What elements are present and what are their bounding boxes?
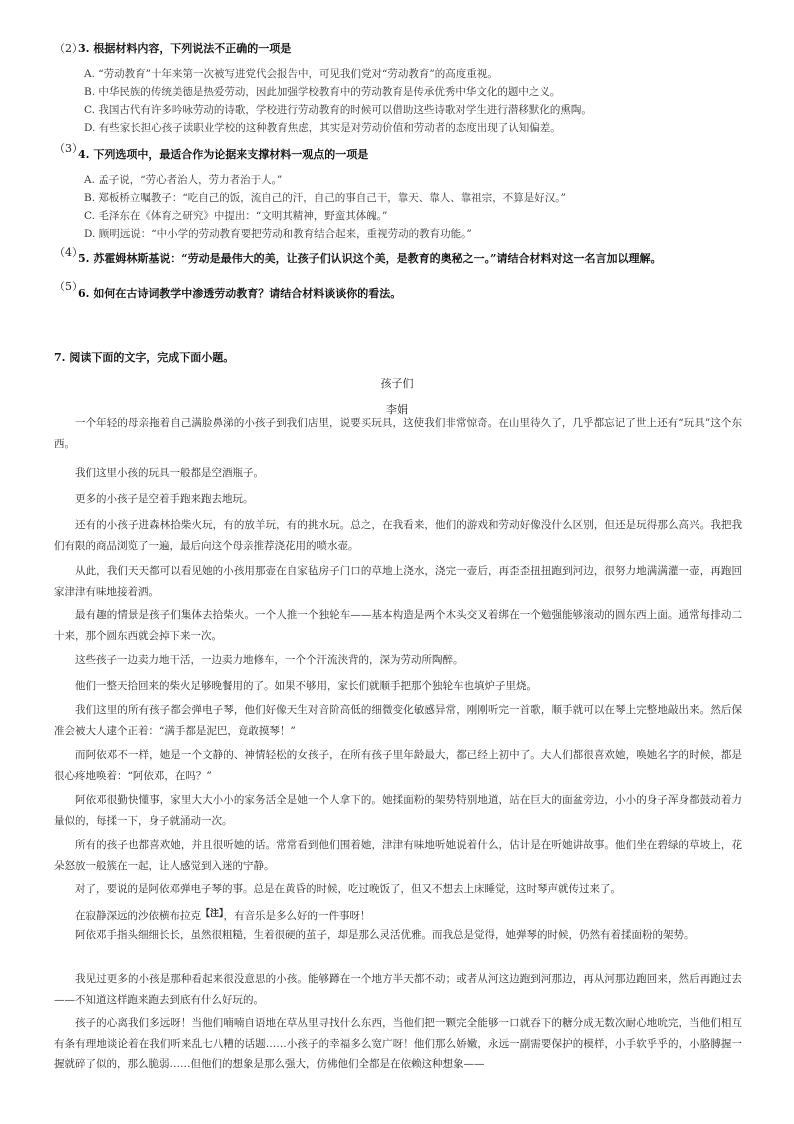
paragraph: 对了，要说的是阿依邓弹电子琴的事。总是在黄昏的时候，吃过晚饭了，但又不想去上床睡觉，这时琴声就传过来了。 <box>75 883 621 895</box>
note-marker[interactable]: 【注】 <box>201 909 224 919</box>
question-title: 5. 苏霍姆林斯基说：“劳动是最伟大的美，让孩子们认识这个美，是教育的奥秘之一。”请结合材料对这一名言加以理解。 <box>78 252 662 265</box>
option-d: D. 有些家长担心孩子读职业学校的这种教育焦虑，其实是对劳动价值和劳动者的态度出现了认知偏差。 <box>84 122 561 134</box>
option-a: A. 孟子说，“劳心者治人，劳力者治于人。” <box>84 174 283 186</box>
paragraph: 更多的小孩子是空着手跑来跑去地玩。 <box>75 493 254 505</box>
paragraph-with-note <box>54 904 742 927</box>
paragraph: 他们一整天拾回来的柴火足够晚餐用的了。如果不够用，家长们就顺手把那个独轮车也填炉子里烧。 <box>75 680 537 692</box>
question-title: 6. 如何在古诗词教学中渗透劳动教育？请结合材料谈谈你的看法。 <box>78 287 402 300</box>
article-title: 孩子们 <box>380 377 414 390</box>
article-author: 李娟 <box>386 403 408 416</box>
question-number: （5） <box>54 280 83 293</box>
paragraph: 我们这里小孩的玩具一般都是空酒瓶子。 <box>75 467 264 479</box>
option-d: D. 顾明远说：“中小学的劳动教育要把劳动和教育结合起来，重视劳动的教育功能。” <box>84 228 472 240</box>
section-heading: 7. 阅读下面的文字，完成下面小题。 <box>54 351 235 364</box>
paragraph: 我们这里的所有孩子都会弹电子琴，他们好像天生对音阶高低的细微变化敏感异常，刚刚听完一首歌，顺手就可以在琴上完整地敲出来。然后保准会被大人逮个正着：“满手都是泥巴，竟敢摸琴！” <box>54 704 742 737</box>
paragraph: 我见过更多的小孩是那种看起来很没意思的小孩。能够蹲在一个地方半天都不动；或者从河这边跑到河那边，再从河那边跑回来，然后再跑过去——不知道这样跑来跑去到底有什么好玩的。 <box>54 973 742 1006</box>
question-number: （4） <box>54 246 83 259</box>
paragraph: 这些孩子一边卖力地干活，一边卖力地修车，一个个汗流浃背的，深为劳动所陶醉。 <box>75 654 464 666</box>
paragraph: 阿依邓很勤快懂事，家里大大小小的家务活全是她一个人拿下的。她揉面粉的架势特别地道，站在巨大的面盆旁边，小小的身子浑身都鼓动着力量似的，每揉一下，身子就涌动一次。 <box>54 794 742 827</box>
question-title: 3. 根据材料内容，下列说法不正确的一项是 <box>78 42 292 55</box>
paragraph: 阿依邓手指头细细长长，虽然很粗糙，生着很硬的茧子，却是那么灵活优雅。而我总是觉得，她弹琴的时候，仍然有着揉面粉的架势。 <box>75 929 695 941</box>
option-a: A. “劳动教育”十年来第一次被写进党代会报告中，可见我们党对“劳动教育”的高度重视。 <box>84 68 498 80</box>
paragraph: 一个年轻的母亲拖着自己满脸鼻涕的小孩子到我们店里，说要买玩具，这使我们非常惊奇。在山里待久了，几乎都忘记了世上还有“玩具”这个东西。 <box>54 417 742 450</box>
note-sentence-start: 在寂静深远的沙依横布拉克 <box>75 910 201 922</box>
option-c: C. 毛泽东在《体育之研究》中提出：“文明其精神，野蛮其体魄。” <box>84 210 388 222</box>
question-number: （2） <box>54 42 83 55</box>
paragraph: 从此，我们天天都可以看见她的小孩用那壶在自家毡房子门口的草地上浇水，浇完一壶后，再歪歪扭扭跑到河边，很努力地满满灌一壶，再跑回家津津有味地接着洒。 <box>54 565 742 598</box>
note-sentence-end: ，有音乐是多么好的一件事呀！ <box>223 910 371 922</box>
paragraph: 孩子的心离我们多远呀！当他们喃喃自语地在草丛里寻找什么东西，当他们把一颗完全能够一口就吞下的糖分成无数次耐心地吮完，当他们相互有条有理地谈论着在我们听来乱七八糟的话题……小孩子的幸福多么宽广呀！他们那么娇嫩，永远一副需要保护的模样，小手软乎乎的，小胳膊握一握就碎了似的，那么脆弱……但他们的想象是那么强大，仿佛他们全都是在依赖这种想象—— <box>54 1017 742 1070</box>
question-number: （3） <box>54 142 83 155</box>
option-c: C. 我国古代有许多吟咏劳动的诗歌，学校进行劳动教育的时候可以借助这些诗歌对学生进行潜移默化的熏陶。 <box>84 104 592 116</box>
paragraph: 所有的孩子也都喜欢她，并且很听她的话。常常看到他们围着她，津津有味地听她说着什么，估计是在听她讲故事。他们坐在碧绿的草坡上，花朵怒放一般簇在一起，让人感觉到入迷的宁静。 <box>54 839 742 872</box>
paragraph: 还有的小孩子进森林拾柴火玩，有的放羊玩，有的挑水玩。总之，在我看来，他们的游戏和劳动好像没什么区别，但还是玩得那么高兴。我把我们有限的商品浏览了一遍，最后向这个母亲推荐浇花用的喷水壶。 <box>54 519 742 552</box>
question-title: 4. 下列选项中，最适合作为论据来支撑材料一观点的一项是 <box>78 148 369 161</box>
option-b: B. 中华民族的传统美德是热爱劳动，因此加强学校教育中的劳动教育是传承优秀中华文化的题中之义。 <box>84 86 561 98</box>
paragraph: 而阿依邓不一样，她是一个文静的、神情轻松的女孩子，在所有孩子里年龄最大，都已经上初中了。大人们都很喜欢她，唤她名字的时候，都是很心疼地唤着：“阿依邓，在吗？” <box>54 749 742 782</box>
paragraph: 最有趣的情景是孩子们集体去拾柴火。一个人推一个独轮车——基本构造是两个木头交叉着绑在一个勉强能够滚动的圆东西上面。通常每排动二十来，那个圆东西就会掉下来一次。 <box>54 609 742 642</box>
option-b: B. 郑板桥立嘱教子：“吃自己的饭，流自己的汗，自己的事自己干，靠天、靠人、靠祖宗，不算是好汉。” <box>84 192 566 204</box>
